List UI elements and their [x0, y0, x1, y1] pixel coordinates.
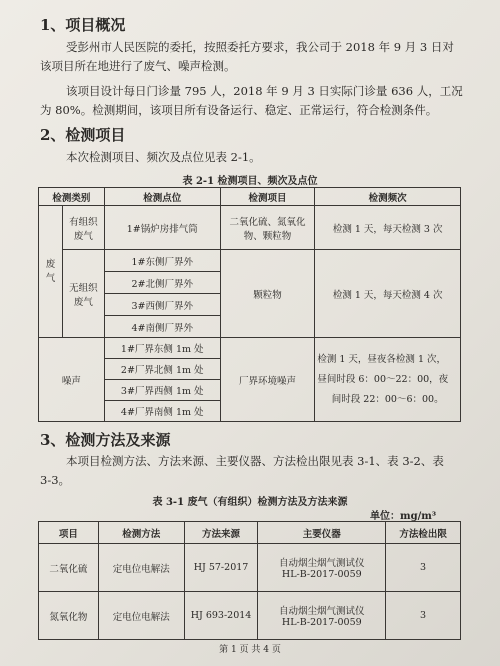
- table-2-1-cell: 3#西侧厂界外: [104, 294, 220, 316]
- table-3-1-caption: 表 3-1 废气（有组织）检测方法及方法来源: [152, 497, 348, 508]
- table-3-1-cell: 氮氧化物: [39, 592, 99, 640]
- unorganized-gas-frequency: 检测 1 天，每天检测 4 次: [315, 250, 461, 338]
- instrument-line: HL-B-2017-0059: [281, 617, 362, 628]
- page-number: 第 1 页 共 4 页: [219, 645, 281, 655]
- noise-frequency: [315, 338, 461, 422]
- table-3-1-cell: HJ 693-2014: [184, 592, 258, 640]
- table-2-1-caption: 表 2-1 检测项目、频次及点位: [182, 176, 318, 187]
- instrument-line: 自动烟尘烟气测试仪: [279, 606, 365, 617]
- instrument-line: 自动烟尘烟气测试仪: [279, 558, 365, 569]
- table-3-1-cell: 定电位电解法: [98, 592, 184, 640]
- noise-frequency-line: 检测 1 天，昼夜各检测 1 次，: [317, 353, 447, 365]
- table-2-1-cell: 4#厂界南侧 1m 处: [104, 401, 220, 422]
- table-2-1-cell: 2#北侧厂界外: [104, 272, 220, 294]
- waste-gas-category: 废气: [39, 206, 63, 338]
- organized-gas-items: 二氧化硫、氮氧化物、颗粒物: [220, 206, 315, 250]
- table-2-1-cell: 1#厂界东侧 1m 处: [104, 338, 220, 359]
- section1-para1-line1: 受彭州市人民医院的委托，按照委托方要求，我公司于 2018 年 9 月 3 日对: [66, 40, 454, 54]
- section1-para2-line1: 该项目设计每日门诊量 795 人，2018 年 9 月 3 日实际门诊量 636 人，工况: [66, 84, 463, 98]
- table-2-1-cell: 3#厂界西侧 1m 处: [104, 380, 220, 401]
- section1-heading: 1、项目概况: [40, 16, 126, 34]
- unorganized-gas-items: 颗粒物: [220, 250, 315, 338]
- section3-para-line2: 3-3。: [40, 473, 71, 487]
- table-3-1-cell: HJ 57-2017: [184, 544, 258, 592]
- section2-heading: 2、检测项目: [40, 126, 126, 144]
- table-3-1-header-item: 项目: [39, 522, 99, 544]
- table-3-1-cell: [258, 592, 386, 640]
- table-3-1-header-source: 方法来源: [184, 522, 258, 544]
- noise-category: 噪声: [39, 338, 105, 422]
- table-3-1-unit: 单位：mg/m³: [370, 511, 437, 522]
- section1-para2-line2: 为 80%。检测期间，该项目所有设备运行、稳定、正常运行，符合检测条件。: [40, 103, 438, 117]
- section2-para: 本次检测项目、频次及点位见表 2-1。: [66, 150, 261, 164]
- table-row: [39, 592, 461, 640]
- section3-para-line1: 本项目检测方法、方法来源、主要仪器、方法检出限见表 3-1、表 3-2、表: [66, 454, 444, 468]
- noise-frequency-line: 昼间时段 6：00～22：00，夜: [317, 373, 449, 385]
- section3-heading: 3、检测方法及来源: [40, 431, 171, 449]
- instrument-line: HL-B-2017-0059: [281, 569, 362, 580]
- unorganized-gas-label: 无组织废气: [62, 250, 104, 338]
- table-2-1-cell: 4#南侧厂界外: [104, 316, 220, 338]
- table-3-1-cell: 3: [386, 592, 461, 640]
- section1-para1-line2: 该项目所在地进行了废气、噪声检测。: [40, 59, 236, 73]
- table-3-1-header-method: 检测方法: [98, 522, 184, 544]
- table-3-1-cell: [258, 544, 386, 592]
- organized-gas-point: 1#锅炉房排气筒: [104, 206, 220, 250]
- table-2-1-cell: 1#东侧厂界外: [104, 250, 220, 272]
- table-2-1: [38, 187, 461, 422]
- table-3-1: [38, 521, 461, 640]
- organized-gas-frequency: 检测 1 天，每天检测 3 次: [315, 206, 461, 250]
- table-2-1-header-point: 检测点位: [104, 188, 220, 206]
- table-3-1-cell: 定电位电解法: [98, 544, 184, 592]
- table-2-1-header-frequency: 检测频次: [315, 188, 461, 206]
- table-3-1-header-instrument: 主要仪器: [258, 522, 386, 544]
- table-2-1-header-item: 检测项目: [220, 188, 315, 206]
- noise-frequency-line: 间时段 22：00～6：00。: [331, 393, 444, 405]
- table-row: [39, 544, 461, 592]
- table-3-1-cell: 二氧化硫: [39, 544, 99, 592]
- noise-items: 厂界环境噪声: [220, 338, 315, 422]
- organized-gas-label: 有组织废气: [62, 206, 104, 250]
- table-3-1-cell: 3: [386, 544, 461, 592]
- table-2-1-cell: 2#厂界北侧 1m 处: [104, 359, 220, 380]
- table-3-1-header-limit: 方法检出限: [386, 522, 461, 544]
- table-2-1-header-category: 检测类别: [39, 188, 105, 206]
